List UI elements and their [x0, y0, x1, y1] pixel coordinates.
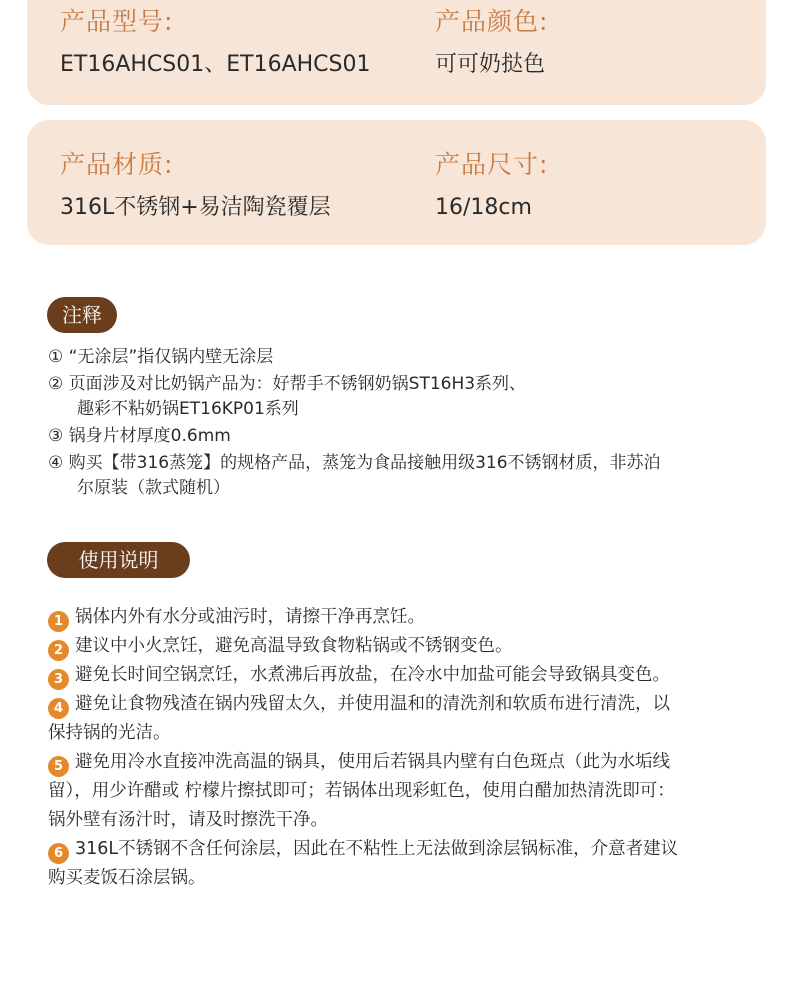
spec-card-top: [27, 0, 766, 105]
usage-item: [48, 748, 768, 835]
usage-line-continued: 购买麦饭石涂层锅。: [48, 868, 206, 888]
note-line-continued: 尔原装（款式随机）: [77, 478, 230, 498]
usage-number-badge: 2: [48, 640, 69, 661]
note-text: 购买【带316蒸笼】的规格产品，蒸笼为食品接触用级316不锈钢材质，非苏泊: [68, 453, 661, 473]
spec-model-label: 产品型号:: [60, 7, 174, 36]
spec-size-value: 16/18cm: [435, 195, 532, 220]
spec-material: [60, 150, 331, 222]
usage-line: [48, 603, 768, 632]
spec-material-label: 产品材质:: [60, 150, 174, 179]
note-marker: ①: [48, 347, 69, 367]
spec-color: [435, 7, 548, 79]
note-marker: ②: [48, 374, 69, 394]
usage-line: [48, 690, 768, 719]
spec-color-value: 可可奶挞色: [435, 52, 546, 77]
note-item: [48, 451, 768, 501]
note-text: “无涂层”指仅锅内壁无涂层: [68, 347, 274, 367]
usage-item: [48, 603, 768, 632]
note-item: [48, 345, 768, 370]
spec-model: [60, 7, 371, 79]
usage-number-badge: 5: [48, 756, 69, 777]
usage-line: [48, 748, 768, 777]
usage-list: [48, 603, 768, 893]
note-item: [48, 372, 768, 422]
usage-line-continued: 保持锅的光洁。: [48, 723, 171, 743]
note-line: [48, 424, 768, 449]
usage-line: [48, 632, 768, 661]
note-text: 页面涉及对比奶锅产品为：好帮手不锈钢奶锅ST16H3系列、: [68, 374, 527, 394]
usage-text: 避免长时间空锅烹饪，水煮沸后再放盐，在冷水中加盐可能会导致锅具变色。: [75, 665, 670, 685]
usage-number-badge: 1: [48, 611, 69, 632]
usage-text: 316L不锈钢不含任何涂层，因此在不粘性上无法做到涂层锅标准，介意者建议: [75, 839, 679, 859]
spec-size-label: 产品尺寸:: [435, 150, 549, 179]
spec-size: [435, 150, 548, 222]
note-line: [48, 345, 768, 370]
usage-item: [48, 835, 768, 893]
notes-list: [48, 345, 768, 503]
spec-color-label: 产品颜色:: [435, 7, 549, 36]
note-line: [48, 372, 768, 397]
notes-title: 注释: [47, 297, 117, 333]
usage-text: 避免让食物残渣在锅内残留太久，并使用温和的清洗剂和软质布进行清洗，以: [75, 694, 670, 714]
usage-line-continued: 锅外壁有汤汁时，请及时擦洗干净。: [48, 810, 328, 830]
note-text: 锅身片材厚度0.6mm: [68, 426, 231, 446]
note-marker: ③: [48, 426, 69, 446]
spec-model-value: ET16AHCS01、ET16AHCS01: [60, 52, 371, 77]
note-line-continued: 趣彩不粘奶锅ET16KP01系列: [77, 399, 299, 419]
usage-line-continued: 留），用少许醋或 柠檬片擦拭即可；若锅体出现彩虹色，使用白醋加热清洗即可：: [48, 781, 675, 801]
usage-number-badge: 3: [48, 669, 69, 690]
note-item: [48, 424, 768, 449]
usage-text: 锅体内外有水分或油污时，请擦干净再烹饪。: [75, 607, 425, 627]
usage-text: 避免用冷水直接冲洗高温的锅具，使用后若锅具内壁有白色斑点（此为水垢线: [75, 752, 670, 772]
usage-title: 使用说明: [47, 542, 190, 578]
usage-line: [48, 661, 768, 690]
spec-material-value: 316L不锈钢+易洁陶瓷覆层: [60, 195, 331, 220]
note-line: [48, 451, 768, 476]
usage-text: 建议中小火烹饪，避免高温导致食物粘锅或不锈钢变色。: [75, 636, 513, 656]
usage-item: [48, 661, 768, 690]
usage-item: [48, 632, 768, 661]
usage-line: [48, 835, 768, 864]
usage-number-badge: 6: [48, 843, 69, 864]
usage-item: [48, 690, 768, 748]
note-marker: ④: [48, 453, 69, 473]
usage-number-badge: 4: [48, 698, 69, 719]
spec-card-bottom: [27, 120, 766, 245]
